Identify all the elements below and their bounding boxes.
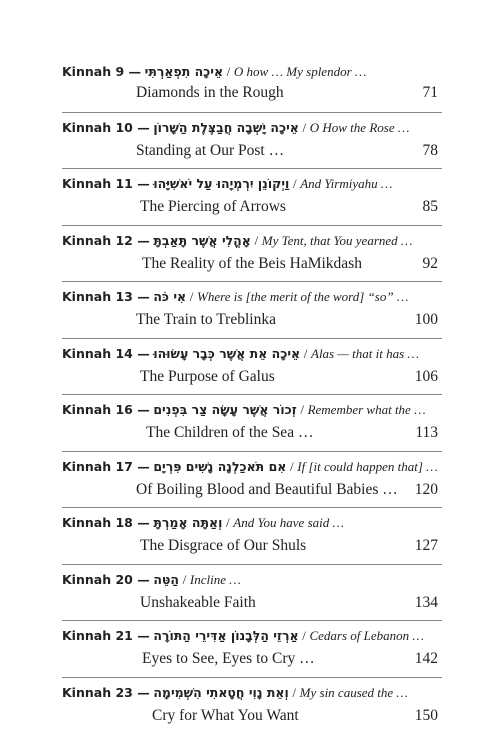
toc-entry-kinnah-21 [62, 620, 442, 677]
kinnah-number: Kinnah 23 — [62, 684, 150, 700]
page-number: 78 [422, 141, 438, 159]
separator: / [303, 345, 308, 361]
kinnah-number: Kinnah 13 — [62, 289, 150, 304]
kinnah-number: Kinnah 20 — [62, 571, 150, 587]
essay-title: The Piercing of Arrows [140, 198, 286, 215]
essay-title: The Reality of the Beis HaMikdash [142, 254, 362, 272]
separator: / [292, 176, 297, 191]
page-number: 113 [415, 424, 438, 441]
translation: And You have said … [233, 515, 345, 530]
toc-entry-kinnah-13 [62, 281, 442, 338]
page-number: 85 [422, 198, 438, 215]
page-number: 134 [414, 593, 438, 611]
separator: / [302, 628, 306, 643]
page-number: 92 [422, 254, 438, 272]
separator: / [254, 232, 259, 248]
translation: Remember what the … [307, 402, 426, 417]
essay-title: Standing at Our Post … [136, 141, 285, 159]
toc-entry-kinnah-18 [62, 507, 442, 564]
entry-heading [62, 346, 419, 362]
page-number: 150 [414, 706, 438, 724]
essay-title: The Purpose of Galus [140, 367, 275, 385]
toc-entry-kinnah-11 [62, 168, 442, 225]
separator: / [302, 119, 307, 135]
entry-heading [62, 572, 241, 588]
page-number: 127 [414, 537, 438, 554]
entry-heading [62, 402, 426, 418]
separator: / [300, 402, 304, 417]
kinnah-number: Kinnah 9 — [62, 64, 142, 79]
separator: / [292, 684, 297, 700]
toc-entry-kinnah-20 [62, 564, 442, 621]
page-number: 106 [414, 367, 438, 385]
translation: My sin caused the … [299, 684, 408, 700]
essay-title: Diamonds in the Rough [136, 84, 284, 101]
essay-title: Of Boiling Blood and Beautiful Babies … [136, 480, 398, 498]
translation: My Tent, that You yearned … [261, 232, 413, 248]
separator: / [182, 571, 187, 587]
hebrew-title: אִי כֹּה [153, 289, 187, 304]
translation: If [it could happen that] … [297, 458, 438, 474]
entry-heading [62, 233, 412, 249]
hebrew-title: אִם תֹּאכַלְנָה נָשִׁים פִּרְיָם [153, 458, 287, 474]
toc-entry-kinnah-12 [62, 225, 442, 282]
hebrew-title: וְאַתָּה אָמַרְתָּ [153, 515, 223, 530]
entry-heading [62, 289, 408, 305]
kinnah-number: Kinnah 21 — [62, 628, 150, 643]
kinnah-number: Kinnah 14 — [62, 345, 150, 361]
page-number: 142 [414, 650, 438, 667]
separator: / [226, 64, 231, 79]
page-number: 120 [414, 480, 438, 498]
hebrew-title: וְאֵת נָוִי חֲטָאתִי הִשְׁמִימָה [153, 684, 289, 700]
entry-heading [62, 176, 392, 192]
essay-title: Unshakeable Faith [140, 593, 256, 611]
entry-heading [62, 459, 438, 475]
entry-heading [62, 120, 409, 136]
essay-title: Cry for What You Want [152, 706, 299, 724]
hebrew-title: אֵיכָה יָשְׁבָה חֲבַצֶּלֶת הַשָּׁרוֹן [153, 119, 299, 135]
kinnah-number: Kinnah 10 — [62, 119, 150, 135]
essay-title: The Disgrace of Our Shuls [140, 537, 307, 554]
hebrew-title: אֵיכָה אֵת אֲשֶׁר כְּבָר עָשׂוּהוּ [153, 345, 301, 361]
hebrew-title: אֵיכָה תִפְאַרְתִּי [144, 64, 224, 79]
entry-heading [62, 685, 408, 701]
translation: O How the Rose … [309, 119, 410, 135]
hebrew-title: אָהֳלִי אֲשֶׁר תָּאַבְתָּ [153, 232, 251, 248]
translation: Incline … [189, 571, 241, 587]
separator: / [226, 515, 230, 530]
toc-entry-kinnah-9 [62, 55, 442, 112]
toc-entry-kinnah-16 [62, 394, 442, 451]
translation: Cedars of Lebanon … [309, 628, 424, 643]
essay-title: The Children of the Sea … [146, 424, 314, 441]
essay-title: Eyes to See, Eyes to Cry … [142, 650, 315, 667]
toc-entry-kinnah-17 [62, 451, 442, 508]
entry-heading [62, 64, 366, 80]
toc-entry-kinnah-10 [62, 112, 442, 169]
kinnah-number: Kinnah 16 — [62, 402, 150, 417]
kinnah-number: Kinnah 12 — [62, 232, 150, 248]
toc-entry-kinnah-14 [62, 338, 442, 395]
translation: Where is [the merit of the word] “so” … [197, 289, 409, 304]
toc-entry-kinnah-23 [62, 677, 442, 734]
essay-title: The Train to Treblinka [136, 311, 276, 328]
separator: / [189, 289, 194, 304]
page-number: 100 [414, 311, 438, 328]
entry-heading [62, 515, 344, 531]
hebrew-title: זְכוֹר אֲשֶׁר עָשָׂה צַר בִּפְנִים [153, 402, 297, 417]
hebrew-title: אַרְזֵי הַלְּבָנוֹן אַדִּירֵי הַתּוֹרָה [153, 628, 299, 643]
kinnah-number: Kinnah 18 — [62, 515, 150, 530]
kinnah-number: Kinnah 11 — [62, 176, 150, 191]
separator: / [290, 458, 294, 474]
page-number: 71 [422, 84, 438, 101]
entry-heading [62, 628, 424, 644]
kinnah-number: Kinnah 17 — [62, 458, 150, 474]
hebrew-title: הַטֵּה [153, 571, 179, 587]
table-of-contents [62, 55, 442, 733]
translation: Alas — that it has … [311, 345, 419, 361]
translation: And Yirmiyahu … [300, 176, 393, 191]
translation: O how … My splendor … [233, 64, 367, 79]
hebrew-title: וַיְקוֹנֵן יִרְמְיָהוּ עַל יֹאשִׁיָּהוּ [153, 176, 290, 191]
